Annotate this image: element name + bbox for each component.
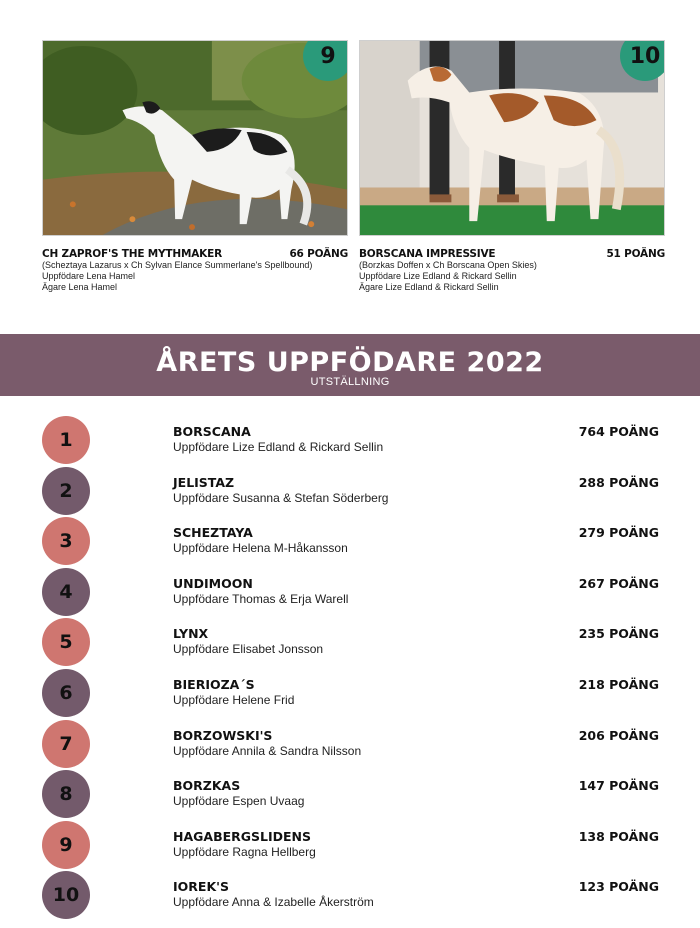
rank-badge: 9 <box>303 40 348 81</box>
rank-circle: 6 <box>42 669 90 717</box>
dog-breeder: Uppfödare Lena Hamel <box>42 271 136 281</box>
ranking-row <box>0 819 700 870</box>
rank-circle: 5 <box>42 618 90 666</box>
dog-photo-indoor <box>359 40 665 236</box>
points: 764 POÄNG <box>578 424 659 439</box>
rank-circle: 7 <box>42 720 90 768</box>
kennel-name: JELISTAZ <box>173 474 235 490</box>
dog-owner: Ägare Lize Edland & Rickard Sellin <box>359 282 499 292</box>
section-banner <box>0 334 700 396</box>
breeder-ranking-list <box>0 414 700 920</box>
rank-circle: 3 <box>42 517 90 565</box>
dog-points: 66 POÄNG <box>289 248 348 260</box>
rank-circle: 2 <box>42 467 90 515</box>
ranking-row <box>0 566 700 617</box>
breeder-names: Uppfödare Elisabet Jonsson <box>173 642 324 657</box>
dog-photo-outdoor <box>42 40 348 236</box>
points: 235 POÄNG <box>578 626 659 642</box>
kennel-name: UNDIMOON <box>173 575 253 591</box>
points: 123 POÄNG <box>578 879 659 895</box>
points: 138 POÄNG <box>578 828 659 844</box>
kennel-name: IOREK'S <box>173 879 229 895</box>
ranking-row <box>0 869 700 920</box>
ranking-row <box>0 768 700 819</box>
dog-name: CH ZAPROF'S THE MYTHMAKER <box>42 248 222 260</box>
breeder-names: Uppfödare Ragna Hellberg <box>173 844 316 859</box>
borzoi-photo-illustration <box>43 41 347 235</box>
kennel-name: BORSCANA <box>173 424 251 439</box>
dog-pedigree: (Borzkas Doffen x Ch Borscana Open Skies) <box>359 260 537 270</box>
ranking-row <box>0 718 700 769</box>
points: 288 POÄNG <box>578 474 659 490</box>
kennel-name: HAGABERGSLIDENS <box>173 828 312 844</box>
breeder-names: Uppfödare Anna & Izabelle Åkerström <box>173 895 374 910</box>
points: 218 POÄNG <box>578 676 659 692</box>
rank-circle: 1 <box>42 416 90 464</box>
ranking-row <box>0 414 700 465</box>
ranking-row <box>0 515 700 566</box>
points: 279 POÄNG <box>578 525 659 541</box>
kennel-name: BORZOWSKI'S <box>173 727 273 743</box>
dog-name: BORSCANA IMPRESSIVE <box>359 248 496 260</box>
kennel-name: BIERIOZA´S <box>173 676 255 692</box>
rank-circle: 8 <box>42 770 90 818</box>
points: 206 POÄNG <box>578 727 659 743</box>
featured-dog-card-9 <box>42 40 348 293</box>
breeder-names: Uppfödare Susanna & Stefan Söderberg <box>173 490 389 505</box>
dog-owner: Ägare Lena Hamel <box>42 282 118 292</box>
banner-subtitle: UTSTÄLLNING <box>310 376 390 388</box>
dog-breeder: Uppfödare Lize Edland & Rickard Sellin <box>359 271 517 281</box>
featured-dog-card-10 <box>359 40 665 293</box>
points: 147 POÄNG <box>578 778 659 794</box>
breeder-names: Uppfödare Espen Uvaag <box>173 794 305 809</box>
ranking-row <box>0 465 700 516</box>
points: 267 POÄNG <box>578 575 659 591</box>
ranking-row <box>0 616 700 667</box>
breeder-names: Uppfödare Lize Edland & Rickard Sellin <box>173 440 384 454</box>
rank-circle: 9 <box>42 821 90 869</box>
kennel-name: LYNX <box>173 626 209 642</box>
breeder-names: Uppfödare Thomas & Erja Warell <box>173 591 349 606</box>
rank-circle: 10 <box>42 871 90 919</box>
banner-title: ÅRETS UPPFÖDARE 2022 <box>156 347 544 378</box>
breeder-names: Uppfödare Annila & Sandra Nilsson <box>173 743 362 758</box>
borzoi-photo-illustration <box>360 41 664 235</box>
dog-points: 51 POÄNG <box>606 248 665 260</box>
breeder-names: Uppfödare Helena M-Håkansson <box>173 541 348 556</box>
rank-circle: 4 <box>42 568 90 616</box>
dog-pedigree: (Scheztaya Lazarus x Ch Sylvan Elance Summerlane's Spellbound) <box>42 260 313 270</box>
ranking-row <box>0 667 700 718</box>
kennel-name: SCHEZTAYA <box>173 525 253 541</box>
breeder-names: Uppfödare Helene Frid <box>173 692 295 707</box>
kennel-name: BORZKAS <box>173 778 241 794</box>
rank-badge: 10 <box>620 40 665 81</box>
